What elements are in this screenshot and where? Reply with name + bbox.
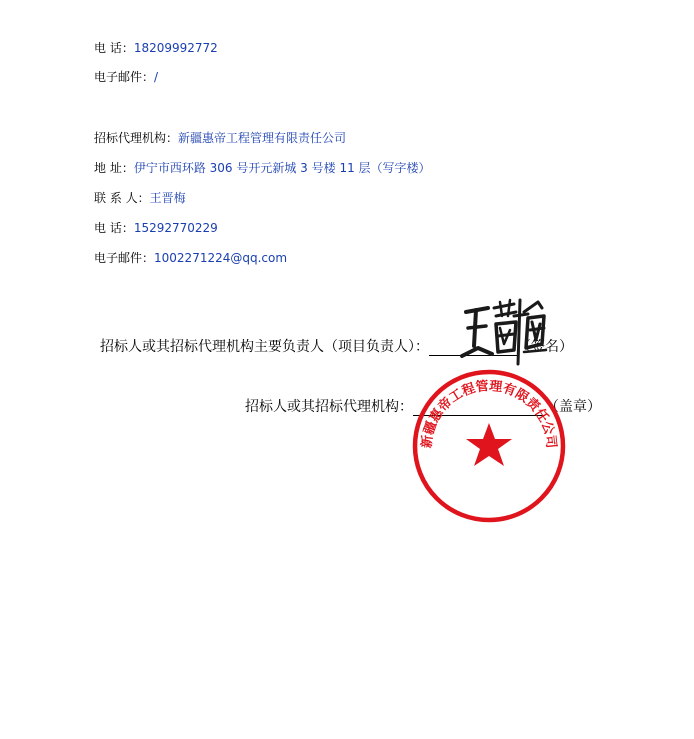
agency-stamp-label: 招标人或其招标代理机构： — [245, 399, 413, 415]
agency-email-value: 1002271224@qq.com — [154, 251, 288, 265]
email-line-top — [94, 69, 158, 85]
agency-address-line — [94, 160, 431, 176]
responsible-label: 招标人或其招标代理机构主要负责人（项目负责人）： — [100, 339, 429, 355]
agency-contact-line — [94, 190, 186, 206]
phone-value: 18209992772 — [133, 41, 218, 55]
agency-email-line — [94, 250, 287, 266]
seal-text: 新疆惠帝工程管理有限责任公司 — [419, 378, 559, 449]
phone-line-top — [94, 40, 218, 56]
stamp-suffix: （盖章） — [545, 399, 601, 415]
email-label: 电子邮件： — [94, 70, 155, 84]
agency-address-value: 伊宁市西环路 306 号开元新城 3 号楼 11 层（写字楼） — [133, 161, 431, 175]
company-seal — [410, 367, 568, 525]
agency-email-label: 电子邮件： — [94, 251, 155, 265]
phone-label: 电 话： — [94, 41, 134, 55]
agency-phone-line — [94, 220, 218, 236]
agency-name-label: 招标代理机构： — [94, 131, 179, 145]
agency-name-value: 新疆惠帝工程管理有限责任公司 — [178, 131, 347, 145]
seal-star-icon — [466, 423, 512, 466]
agency-phone-value: 15292770229 — [133, 221, 218, 235]
handwritten-signature — [458, 294, 548, 370]
agency-contact-value: 王晋梅 — [149, 191, 186, 205]
agency-contact-label: 联 系 人： — [94, 191, 150, 205]
email-value: / — [154, 70, 159, 84]
agency-name-line — [94, 130, 346, 146]
sign-suffix: （签名） — [517, 339, 573, 355]
agency-phone-label: 电 话： — [94, 221, 134, 235]
agency-address-label: 地 址： — [94, 161, 134, 175]
